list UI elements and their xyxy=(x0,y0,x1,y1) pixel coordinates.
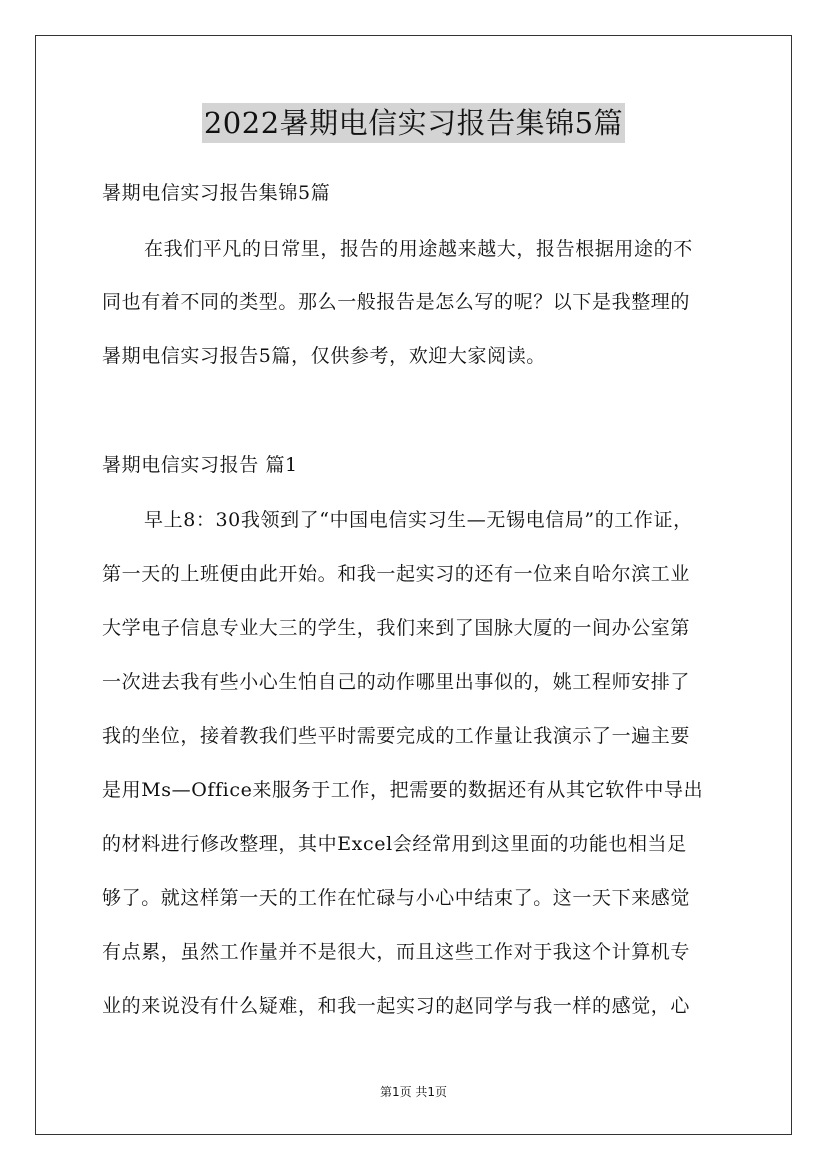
body-line: 早上8：30我领到了“中国电信实习生—无锡电信局”的工作证， xyxy=(144,509,693,531)
body-line: 业的来说没有什么疑难，和我一起实习的赵同学与我一样的感觉，心 xyxy=(102,995,691,1017)
intro-line: 同也有着不同的类型。那么一般报告是怎么写的呢？以下是我整理的 xyxy=(102,291,691,313)
document-subtitle: 暑期电信实习报告集锦5篇 xyxy=(102,182,331,204)
body-line: 第一天的上班便由此开始。和我一起实习的还有一位来自哈尔滨工业 xyxy=(102,563,691,585)
document-title: 2022暑期电信实习报告集锦5篇 xyxy=(202,103,625,143)
intro-line: 在我们平凡的日常里，报告的用途越来越大，报告根据用途的不 xyxy=(144,238,693,260)
section-heading: 暑期电信实习报告 篇1 xyxy=(102,454,298,476)
title-container xyxy=(0,103,827,143)
body-line: 够了。就这样第一天的工作在忙碌与小心中结束了。这一天下来感觉 xyxy=(102,887,691,909)
body-line: 是用Ms—Office来服务于工作，把需要的数据还有从其它软件中导出 xyxy=(102,779,704,801)
body-line: 大学电子信息专业大三的学生，我们来到了国脉大厦的一间办公室第 xyxy=(102,617,691,639)
body-line: 的材料进行修改整理，其中Excel会经常用到这里面的功能也相当足 xyxy=(102,833,687,855)
body-line: 我的坐位，接着教我们些平时需要完成的工作量让我演示了一遍主要 xyxy=(102,725,691,747)
page-number-footer: 第1页 共1页 xyxy=(379,1085,448,1099)
body-line: 一次进去我有些小心生怕自己的动作哪里出事似的，姚工程师安排了 xyxy=(102,671,691,693)
intro-line: 暑期电信实习报告5篇，仅供参考，欢迎大家阅读。 xyxy=(102,345,546,367)
body-line: 有点累，虽然工作量并不是很大，而且这些工作对于我这个计算机专 xyxy=(102,941,691,963)
